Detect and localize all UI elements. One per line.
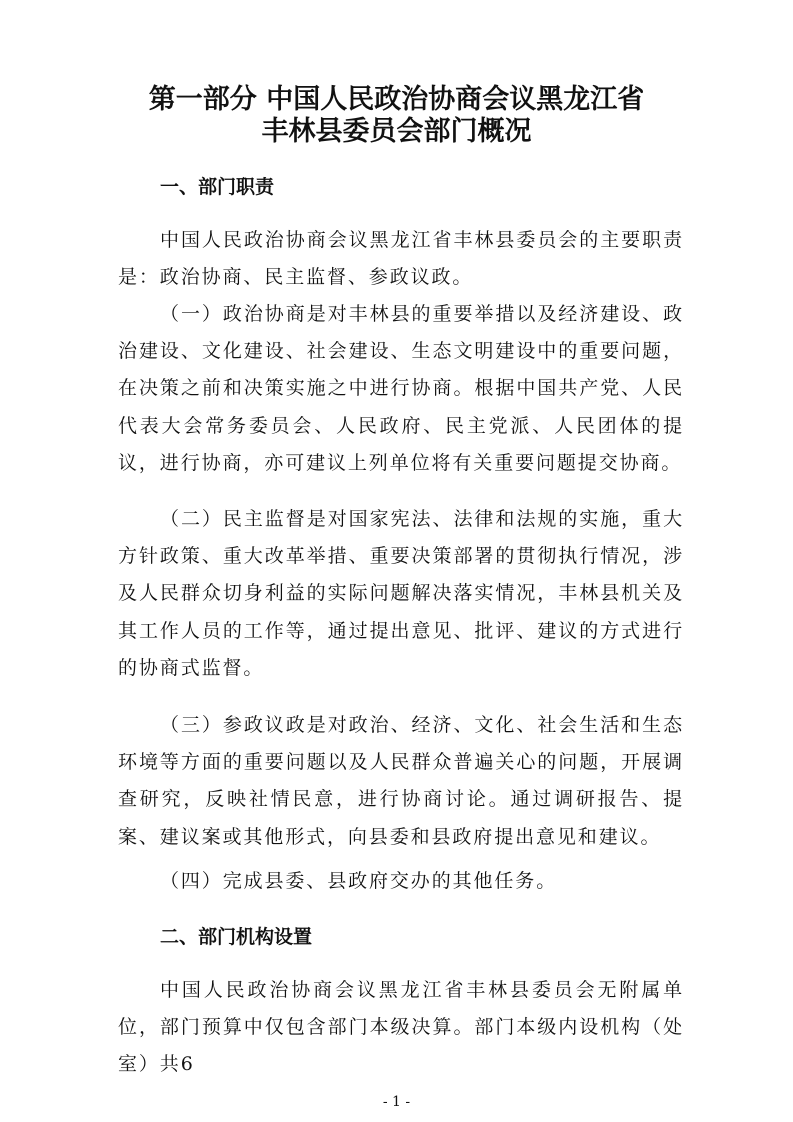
- paragraph-political-consultation: （一）政治协商是对丰林县的重要举措以及经济建设、政治建设、文化建设、社会建设、生态文明建设中的重要问题，在决策之前和决策实施之中进行协商。根据中国共产党、人民代表大会常务委员会、人民政府、民主党派、人民团体的提议，进行协商，亦可建议上列单位将有关重要问题提交协商。: [118, 303, 684, 474]
- page-number: - 1 -: [382, 1094, 411, 1110]
- section-heading-structure: 二、部门机构设置: [160, 926, 313, 948]
- paragraph-participation: （三）参政议政是对政治、经济、文化、社会生活和生态环境等方面的重要问题以及人民群众普遍关心的问题，开展调查研究，反映社情民意，进行协商讨论。通过调研报告、提案、建议案或其他形式，向县委和县政府提出意见和建议。: [118, 714, 684, 848]
- paragraph-structure: 中国人民政治协商会议黑龙江省丰林县委员会无附属单位，部门预算中仅包含部门本级决算。部门本级内设机构（处室）共6: [118, 979, 684, 1076]
- document-title-line-1: 第一部分 中国人民政治协商会议黑龙江省: [148, 84, 645, 115]
- section-heading-duties: 一、部门职责: [160, 176, 275, 198]
- document-title-line-2: 丰林县委员会部门概况: [261, 116, 532, 147]
- paragraph-main-duties: 中国人民政治协商会议黑龙江省丰林县委员会的主要职责是：政治协商、民主监督、参政议政。: [118, 229, 684, 289]
- paragraph-other-tasks: （四）完成县委、县政府交办的其他任务。: [160, 870, 558, 892]
- paragraph-democratic-supervision: （二）民主监督是对国家宪法、法律和法规的实施，重大方针政策、重大改革举措、重要决策部署的贯彻执行情况，涉及人民群众切身利益的实际问题解决落实情况，丰林县机关及其工作人员的工作等，通过提出意见、批评、建议的方式进行的协商式监督。: [118, 508, 684, 679]
